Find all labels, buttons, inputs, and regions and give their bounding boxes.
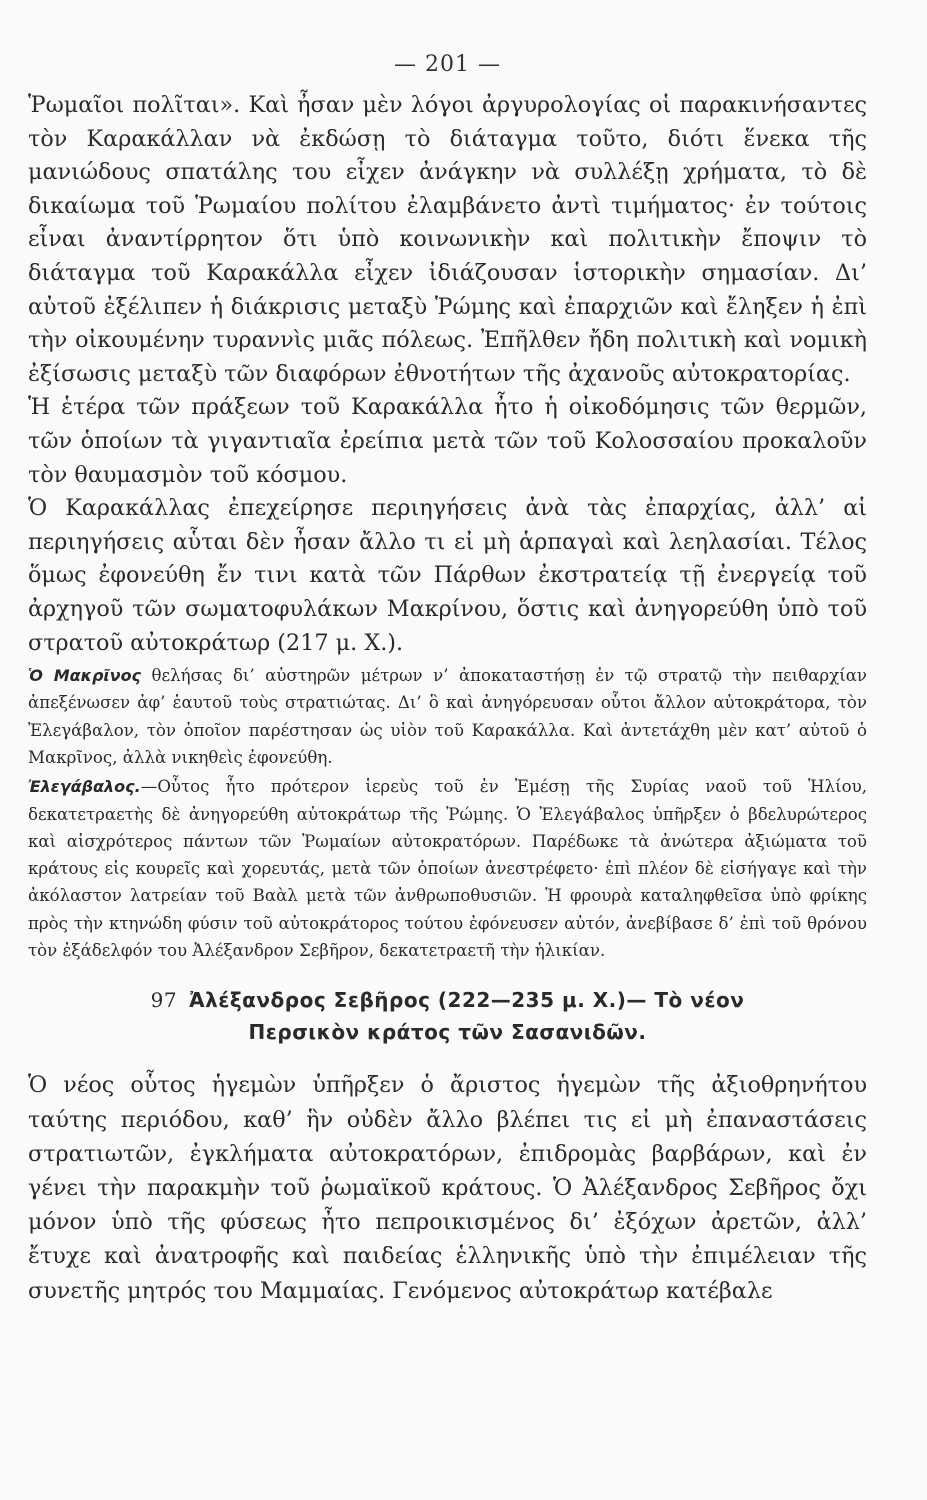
section-heading xyxy=(28,984,867,1048)
main-text-bottom xyxy=(28,1068,867,1307)
note-makrinos-lead: Ὁ Μακρῖνος xyxy=(28,666,142,686)
paragraph-caracalla-death: Ὁ Καρακάλλας ἐπεχείρησε περιηγήσεις ἀνὰ τὰς ἐπαρχίας, ἀλλ’ αἱ περιηγήσεις αὗται δὲν ἦσαν ἄλλο τι εἰ μὴ ἁρπαγαὶ καὶ λεηλασίαι. Τέλος ὅμως ἐφονεύθη ἔν τινι κατὰ τῶν Πάρθων ἐκστρατείᾳ τῇ ἐνεργείᾳ τοῦ ἀρχηγοῦ τῶν σωματοφυλάκων Μακρίνου, ὅστις καὶ ἀνηγορεύθη ὑπὸ τοῦ στρατοῦ αὐτοκράτωρ (217 μ. Χ.). xyxy=(28,495,867,656)
note-elegabalos xyxy=(28,773,867,964)
paragraph-alexander-severus: Ὁ νέος οὗτος ἡγεμὼν ὑπῆρξεν ὁ ἄριστος ἡγεμὼν τῆς ἀξιοθρηνήτου ταύτης περιόδου, καθ’ ἣν οὐδὲν ἄλλο βλέπει τις εἰ μὴ ἐπαναστάσεις στρατιωτῶν, ἐγκλήματα αὐτοκρατόρων, ἐπιδρομὰς βαρβάρων, καὶ ἐν γένει τὴν παρακμὴν τοῦ ῥωμαϊκοῦ κράτους. Ὁ Ἀλέξανδρος Σεβῆρος ὄχι μόνον ὑπὸ τῆς φύσεως ἦτο πεπροικισμένος δι’ ἐξόχων ἀρετῶν, ἀλλ’ ἔτυχε καὶ ἀνατροφῆς καὶ παιδείας ἑλληνικῆς ὑπὸ τὴν ἐπιμέλειαν τῆς συνετῆς μητρός του Μαμμαίας. Γενόμενος αὐτοκράτωρ κατέβαλε xyxy=(28,1072,867,1304)
note-makrinos-text: θελήσας δι’ αὐστηρῶν μέτρων ν’ ἀποκαταστήσῃ ἐν τῷ στρατῷ τὴν πειθαρχίαν ἀπεξένωσεν ἀφ’ ἑαυτοῦ τοὺς στρατιώτας. Δι’ ὃ καὶ ἀνηγόρευσαν οὗτοι ἄλλον αὐτοκράτορα, τὸν Ἐλεγάβαλον, τὸν ὁποῖον παρέστησαν ὡς υἱὸν τοῦ Καρακάλλα. Καὶ ἀντετάχθη μὲν κατ’ αὐτοῦ ὁ Μακρῖνος, ἀλλὰ νικηθεὶς ἐφονεύθη. xyxy=(28,666,868,767)
paragraph-edict: Ῥωμαῖοι πολῖται». Καὶ ἦσαν μὲν λόγοι ἀργυρολογίας οἱ παρακινήσαντες τὸν Καρακάλλαν νὰ ἐκδώσῃ τὸ διάταγμα τοῦτο, διότι ἕνεκα τῆς μανιώδους σπατάλης του εἶχεν ἀνάγκην νὰ συλλέξῃ χρήματα, τὸ δὲ δικαίωμα τοῦ Ῥωμαίου πολίτου ἐλαμβάνετο ἀντὶ τιμήματος· ἐν τούτοις εἶναι ἀναντίρρητον ὅτι ὑπὸ κοινωνικὴν καὶ πολιτικὴν ἔποψιν τὸ διάταγμα τοῦ Καρακάλλα εἶχεν ἰδιάζουσαν ἱστορικὴν σημασίαν. Δι’ αὐτοῦ ἐξέλιπεν ἡ διάκρισις μεταξὺ Ῥώμης καὶ ἐπαρχιῶν καὶ ἔληξεν ἡ ἐπὶ τὴν οἰκουμένην τυραννὶς μιᾶς πόλεως. Ἐπῆλθεν ἤδη πολιτικὴ καὶ νομικὴ ἐξίσωσις μεταξὺ τῶν διαφόρων ἐθνοτήτων τῆς ἀχανοῦς αὐτοκρατορίας. xyxy=(28,92,867,387)
note-elegabalos-lead: Ἐλεγάβαλος. xyxy=(28,777,141,797)
paragraph-baths: Ἡ ἑτέρα τῶν πράξεων τοῦ Καρακάλλα ἦτο ἡ οἰκοδόμησις τῶν θερμῶν, τῶν ὁποίων τὰ γιγαντιαῖα ἐρείπια μετὰ τῶν τοῦ Κολοσσαίου προκαλοῦν τὸν θαυμασμὸν τοῦ κόσμου. xyxy=(28,394,867,488)
note-makrinos xyxy=(28,662,867,771)
section-heading-line-1 xyxy=(28,984,867,1016)
main-text-top xyxy=(28,89,867,660)
note-elegabalos-text: —Οὗτος ἦτο πρότερον ἱερεὺς τοῦ ἐν Ἐμέσῃ τῆς Συρίας ναοῦ τοῦ Ἡλίου, δεκατετραετὴς δὲ ἀνηγορεύθη αὐτοκράτωρ τῆς Ῥώμης. Ὁ Ἐλεγάβαλος ὑπῆρξεν ὁ βδελυρώτερος καὶ αἰσχρότερος πάντων τῶν Ῥωμαίων αὐτοκρατόρων. Παρέδωκε τὰ ἀνώτερα ἀξιώματα τοῦ κράτους εἰς κουρεῖς καὶ χορευτάς, μετὰ τῶν ὁποίων ἀνεστρέφετο· ἐπὶ πλέον δὲ εἰσήγαγε καὶ τὴν ἀκόλαστον λατρείαν τοῦ Βαὰλ μετὰ τῶν ἀνθρωποθυσιῶν. Ἡ φρουρὰ καταληφθεῖσα ὑπὸ φρίκης πρὸς τὴν κτηνώδη φύσιν τοῦ αὐτοκράτορος τούτου ἐφόνευσεν αὐτόν, ἀνεβίβασε δ’ ἐπὶ τοῦ θρόνου τὸν ἐξάδελφόν του Ἀλέξανδρον Σεβῆρον, δεκατετραετῆ τὴν ἡλικίαν. xyxy=(28,777,867,961)
section-title-line-1: Ἀλέξανδρος Σεβῆρος (222—235 μ. Χ.)— Τὸ νέον xyxy=(189,988,745,1013)
page-number: — 201 — xyxy=(394,52,501,77)
section-title-line-2: Περσικὸν κράτος τῶν Σασανιδῶν. xyxy=(248,1020,647,1045)
section-number: 97 xyxy=(150,988,178,1013)
